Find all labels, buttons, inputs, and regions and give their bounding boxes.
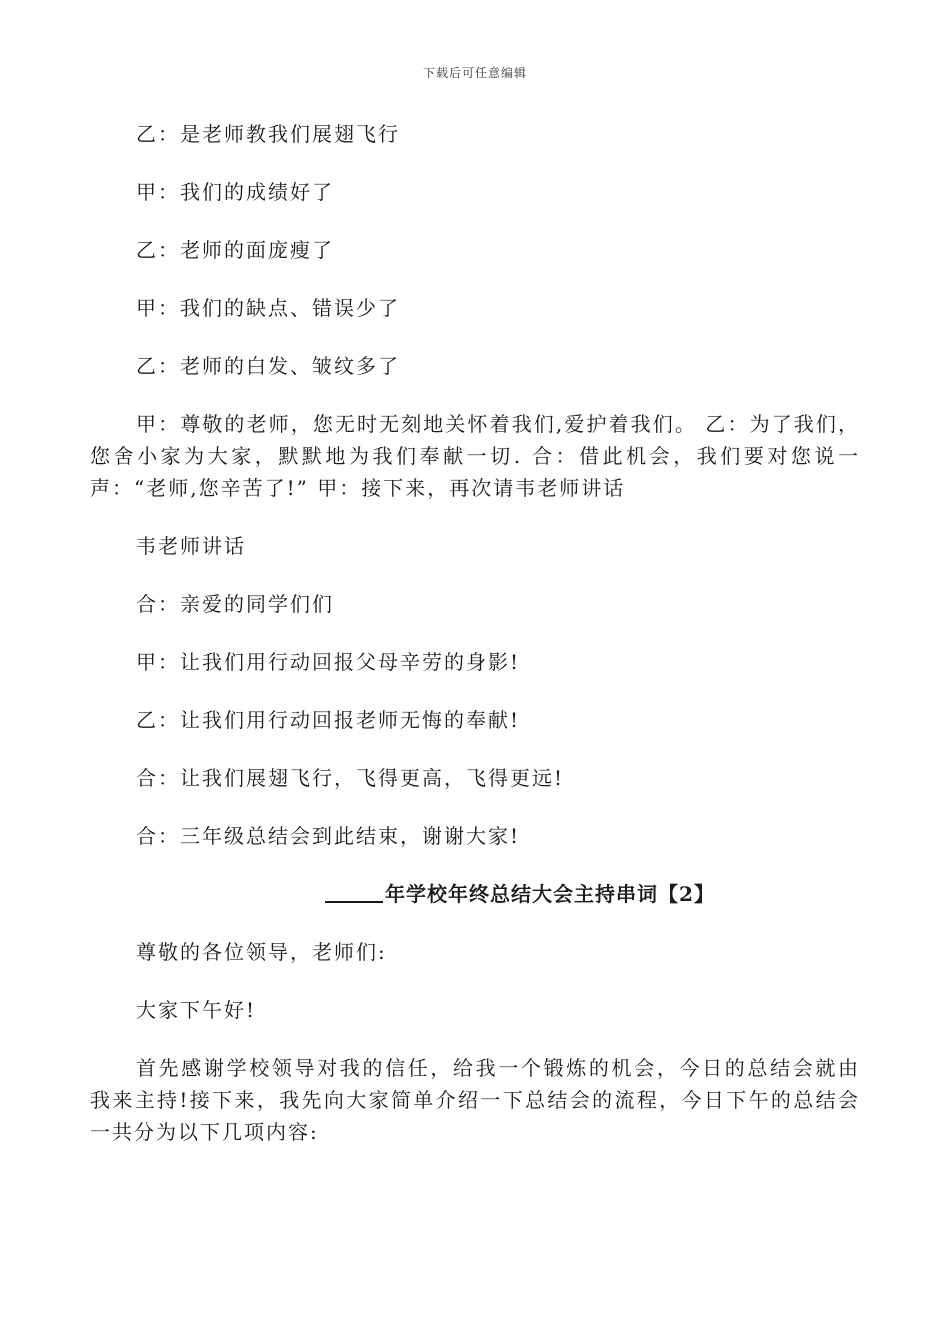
paragraph: 甲：尊敬的老师，您无时无刻地关怀着我们,爱护着我们。 乙：为了我们，您舍小家为大家，默默地为我们奉献一切. 合：借此机会，我们要对您说一声：“老师,您辛苦了!” 甲：接下来，再次请韦老师讲话 — [90, 412, 860, 500]
paragraph: 韦老师讲话 — [136, 534, 246, 558]
paragraph: 乙：是老师教我们展翅飞行 — [136, 122, 400, 146]
paragraph: 合：亲爱的同学们们 — [136, 592, 334, 616]
paragraph: 首先感谢学校领导对我的信任，给我一个锻炼的机会，今日的总结会就由我来主持!接下来，我先向大家简单介绍一下总结会的流程，今日下午的总结会一共分为以下几项内容: — [90, 1056, 860, 1144]
paragraph: 合：让我们展翅飞行，飞得更高，飞得更远! — [136, 766, 565, 790]
paragraph: 大家下午好! — [136, 998, 257, 1022]
paragraph: 甲：让我们用行动回报父母辛劳的身影! — [136, 650, 521, 674]
paragraph: 乙：让我们用行动回报老师无悔的奉献! — [136, 708, 521, 732]
section-title — [90, 878, 860, 910]
paragraph: 合：三年级总结会到此结束，谢谢大家! — [136, 824, 521, 848]
document-body — [90, 118, 860, 1174]
page-header: 下载后可任意编辑 — [422, 66, 527, 80]
blank-underline — [325, 879, 383, 903]
paragraph: 乙：老师的面庞瘦了 — [136, 238, 334, 262]
paragraph: 甲：我们的成绩好了 — [136, 180, 334, 204]
paragraph: 乙：老师的白发、皱纹多了 — [136, 354, 400, 378]
paragraph: 尊敬的各位领导，老师们: — [136, 940, 387, 964]
section-title-text: 年学校年终总结大会主持串词【2】 — [385, 882, 715, 906]
paragraph: 甲：我们的缺点、错误少了 — [136, 296, 400, 320]
